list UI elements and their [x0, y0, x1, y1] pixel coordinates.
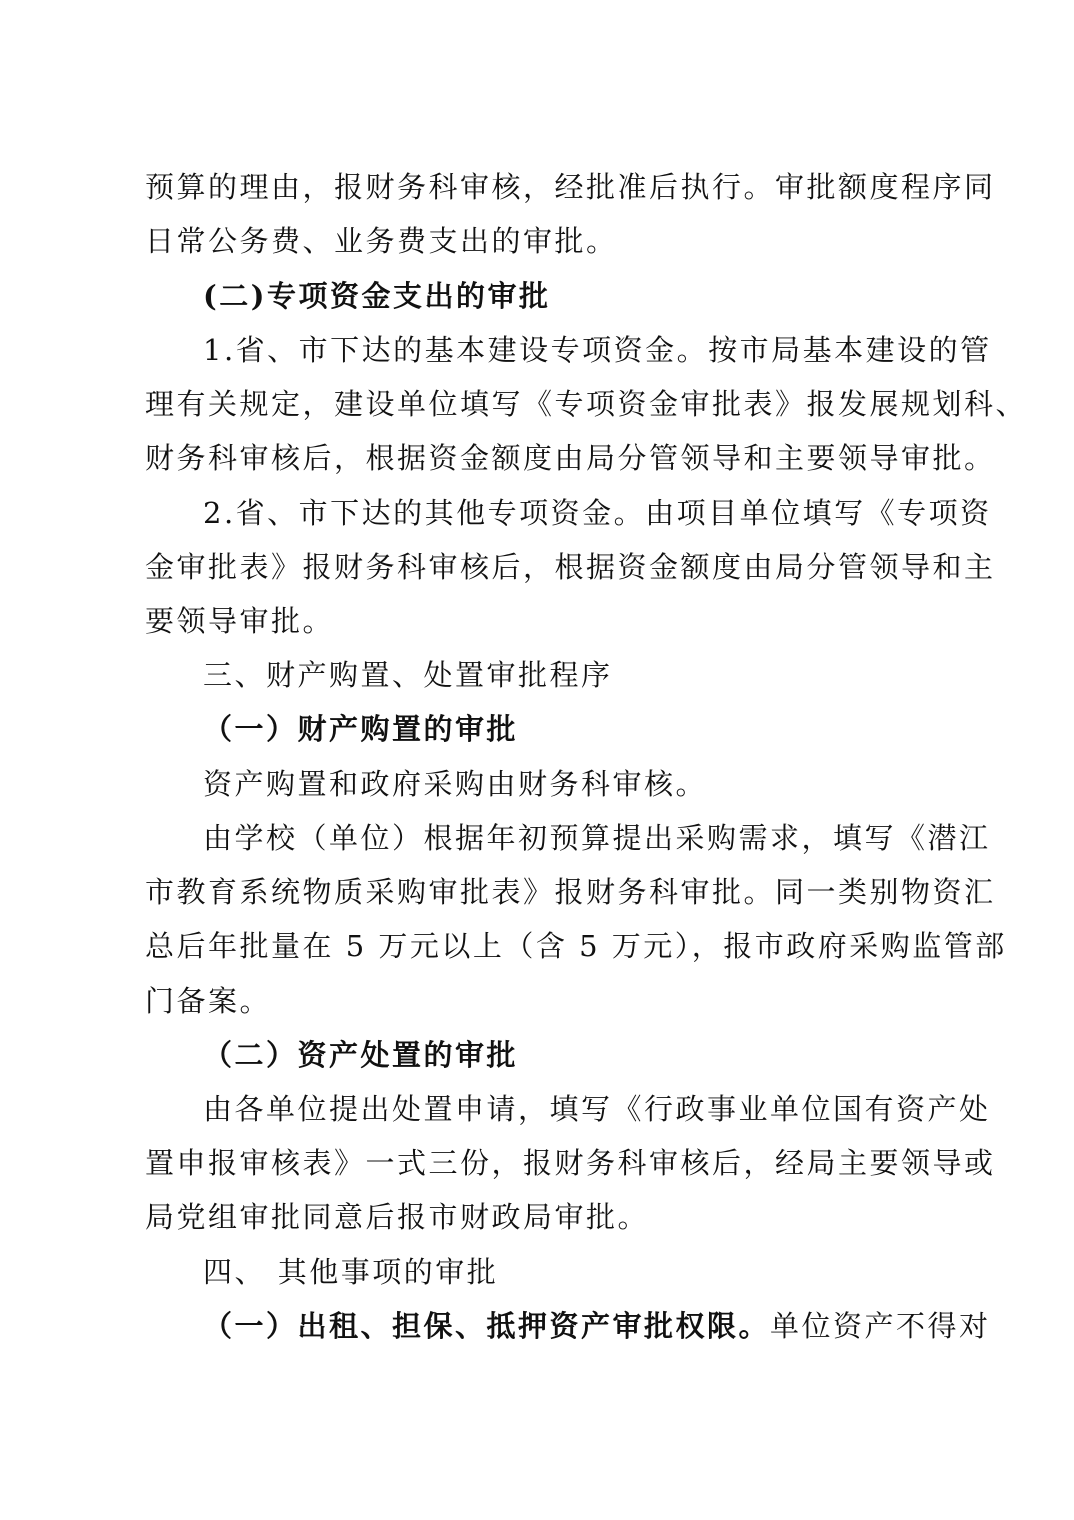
paragraph-line: 财务科审核后，根据资金额度由局分管领导和主要领导审批。 [145, 441, 996, 475]
paragraph-line: 由各单位提出处置申请，填写《行政事业单位国有资产处 [203, 1092, 991, 1126]
subheading-special-funds: (二)专项资金支出的审批 [203, 279, 551, 313]
paragraph-line: 日常公务费、业务费支出的审批。 [145, 224, 618, 258]
paragraph-line: 市教育系统物质采购审批表》报财务科审批。同一类别物资汇 [145, 875, 996, 909]
paragraph-line: 2.省、市下达的其他专项资金。由项目单位填写《专项资 [203, 496, 992, 530]
paragraph-line-lease [203, 1306, 991, 1346]
subheading-disposal: （二）资产处置的审批 [203, 1038, 519, 1072]
paragraph-line: 预算的理由，报财务科审核，经批准后执行。审批额度程序同 [145, 170, 996, 204]
paragraph-line: 由学校（单位）根据年初预算提出采购需求，填写《潜江 [203, 821, 991, 855]
paragraph-line: 置申报审核表》一式三份，报财务科审核后，经局主要领导或 [145, 1146, 996, 1180]
paragraph-line: 门备案。 [145, 984, 272, 1018]
paragraph-line: 总后年批量在 5 万元以上（含 5 万元），报市政府采购监管部 [145, 929, 1007, 963]
paragraph-line: 理有关规定，建设单位填写《专项资金审批表》报发展规划科、 [145, 387, 1028, 421]
paragraph-line: 1.省、市下达的基本建设专项资金。按市局基本建设的管 [203, 333, 992, 367]
section-heading-3: 三、财产购置、处置审批程序 [203, 658, 613, 692]
paragraph-line: 资产购置和政府采购由财务科审核。 [203, 767, 708, 801]
lease-heading-bold: （一）出租、担保、抵押资产审批权限。 [203, 1309, 771, 1343]
paragraph-line: 金审批表》报财务科审核后，根据资金额度由局分管领导和主 [145, 550, 996, 584]
subheading-purchase: （一）财产购置的审批 [203, 712, 519, 746]
lease-text: 单位资产不得对 [770, 1309, 991, 1343]
paragraph-line: 局党组审批同意后报市财政局审批。 [145, 1200, 650, 1234]
paragraph-line: 要领导审批。 [145, 604, 335, 638]
section-heading-4: 四、 其他事项的审批 [203, 1255, 499, 1289]
